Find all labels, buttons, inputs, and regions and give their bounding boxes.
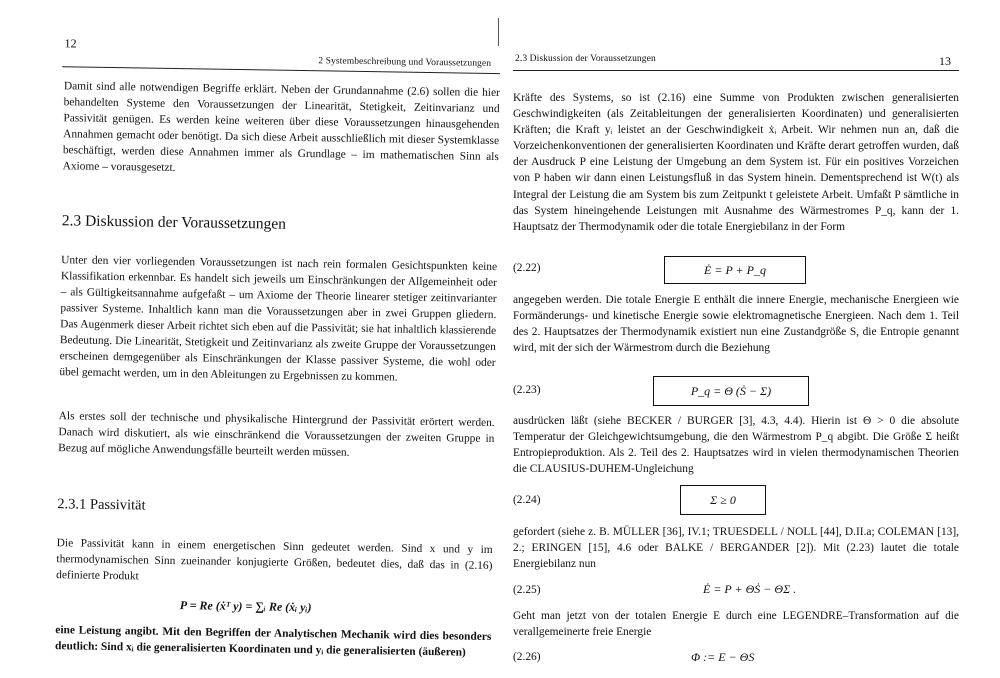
eq-2-22-number: (2.22) [513, 262, 541, 274]
right-paragraph-3: ausdrücken läßt (siehe BECKER / BURGER [3], 4.3, 4.4). Hierin ist Θ > 0 die absolute Temperatur der Gleichgewichtsumgebung, die den Wärmestrom P_q abgibt. Die Größe Σ heißt Entropieproduktion. Als 2. Teil des 2. Hauptsatzes wird in vielen thermodynamischen Theorien die CLAUSIUS-DUHEM-Ungleichung [513, 415, 959, 475]
eq-2-22-formula-box [664, 256, 806, 284]
eq-2-26-formula: Φ := E − ΘS [691, 650, 755, 664]
right-paragraph-1: Kräfte des Systems, so ist (2.16) eine Summe von Produkten zwischen generalisierten Geschwindigkeiten (als Zeitableitungen der generalisierten Koordinaten) und generalisierten Kräften; die Kraft yᵢ leistet an der Geschwindigkeit ẋᵢ Arbeit. Wir nehmen nun an, daß die Vorzeichenkonventionen der generalisierten Koordinaten und Kräfte derart getroffen wurden, daß der Ausdruck P eine Leistung der Umgebung an dem System ist. Für ein positives Vorzeichen von P haben wir dann einen Leistungsfluß in das System hinein. Dementsprechend ist W(t) als Integral der Leistung die am System bis zum Zeitpunkt t geleistete Arbeit. Umfaßt P sämtliche in das System hineingehende Leistungen mit Ausnahme des Wärmestromes P_q, kann der 1. Hauptsatz der Thermodynamik oder die totale Energiebilanz in der Form [513, 92, 959, 233]
right-paragraph-4: gefordert (siehe z. B. MÜLLER [36], IV.1; TRUESDELL / NOLL [44], D.II.a; COLEMAN [13], 2.; ERINGEN [15], 4.6 oder BALKE / BERGANDER [2]). Mit (2.23) lautet die totale Energiebilanz nun [513, 526, 959, 570]
right-paragraph-5: Geht man jetzt von der totalen Energie E durch eine LEGENDRE–Transformation auf die verallgemeinerte freie Energie [513, 610, 959, 638]
eq-2-24-number: (2.24) [513, 494, 541, 506]
section-paragraph-2: Als erstes soll der technische und physikalische Hintergrund der Passivität erörtert werden. Danach wird diskutiert, als wie einschränkend die Voraussetzungen der zweiten Gruppe in Bezug auf mögliche Anwendungsfälle beurteilt werden müssen. [58, 410, 495, 459]
eq-2-26-number: (2.26) [513, 651, 541, 663]
intro-paragraph: Damit sind alle notwendigen Begriffe erklärt. Neben der Grundannahme (2.6) sollen die hier behandelten Systeme den Voraussetzungen der Linearität, Stetigkeit, Zeitinvarianz und Passivität genügen. Es werden keine weiteren über diese Voraussetzungen hinausgehenden Annahmen gemacht oder benötigt. Da sich diese Arbeit ausschließlich mit dieser Systemklasse beschäftigt, werden diese Annahmen immer als Grundlage – im mathematischen Sinn als Axiome – vorausgesetzt. [62, 80, 500, 174]
product-equation: P = Re (ẋᵀ y) = ∑ᵢ Re (ẋᵢ yᵢ) [179, 598, 312, 615]
section-heading: 2.3 Diskussion der Voraussetzungen [61, 212, 287, 233]
eq-2-25-formula: Ė = P + ΘṠ − ΘΣ . [703, 582, 797, 596]
running-head-right: 2.3 Diskussion der Voraussetzungen [515, 54, 656, 64]
page-number-right: 13 [939, 54, 951, 68]
subsection-paragraph: Die Passivität kann in einem energetischen Sinn gedeutet werden. Sind x und y im thermodynamischen Sinn zueinander konjugierte Größen, bedeutet dies, daß das in (2.16) definierte Produkt [56, 537, 493, 583]
running-head-left: 2 Systembeschreibung und Voraussetzungen [318, 56, 492, 69]
eq-2-23-formula: P_q = Θ (Ṡ − Σ) [690, 383, 772, 398]
right-paragraph-2: angegeben werden. Die totale Energie E enthält die innere Energie, mechanische Energieen wie Formänderungs- und kinetische Energie sowie elektromagnetische Energieen. Nach dem 1. Teil des 2. Hauptsatzes der Thermodynamik existiert nun eine Zustandgröße S, die Entropie genannt wird, mit der sich der Wärmestrom durch die Beziehung [513, 294, 959, 354]
eq-2-23-number: (2.23) [513, 384, 541, 396]
eq-2-22-formula: Ė = P + P_q [704, 262, 766, 277]
eq-2-25-number: (2.25) [513, 584, 541, 596]
eq-2-24-formula-box [680, 485, 766, 515]
right-page [503, 0, 1000, 678]
section-paragraph-1: Unter den vier vorliegenden Voraussetzungen ist nach rein formalen Gesichtspunkten keine Klassifikation erkennbar. Es handelt sich jeweils um Einschränkungen der Allgemeinheit oder – als Gültigkeitsannahme aufgefaßt – um Axiome der Theorie linearer stetiger zeitinvarianter passiver Systeme. Inhaltlich kann man die Voraussetzungen aber in zwei Gruppen gliedern. Das Augenmerk dieser Arbeit richtet sich eben auf die Passivität; sie hat inhaltlich klassierende Bedeutung. Die Linearität, Stetigkeit und Zeitinvarianz als zweite Gruppe der Voraussetzungen erscheinen demgegenüber als Einschränkungen der Klasse passiver Systeme, die wohl oder übel gemacht werden, um in den Ableitungen zu Ergebnissen zu kommen. [59, 254, 498, 384]
subsection-heading: 2.3.1 Passivität [57, 496, 146, 514]
eq-2-23-formula-box [653, 376, 809, 406]
eq-2-24-formula: Σ ≥ 0 [710, 492, 736, 507]
header-rule-right [513, 70, 959, 71]
closing-paragraph: eine Leistung angibt. Mit den Begriffen der Analytischen Mechanik wird dies besonders deutlich: Sind xᵢ die generalisierten Koordinaten und yᵢ die generalisierten (äußeren) [55, 624, 492, 659]
page-number-left: 12 [64, 36, 77, 51]
